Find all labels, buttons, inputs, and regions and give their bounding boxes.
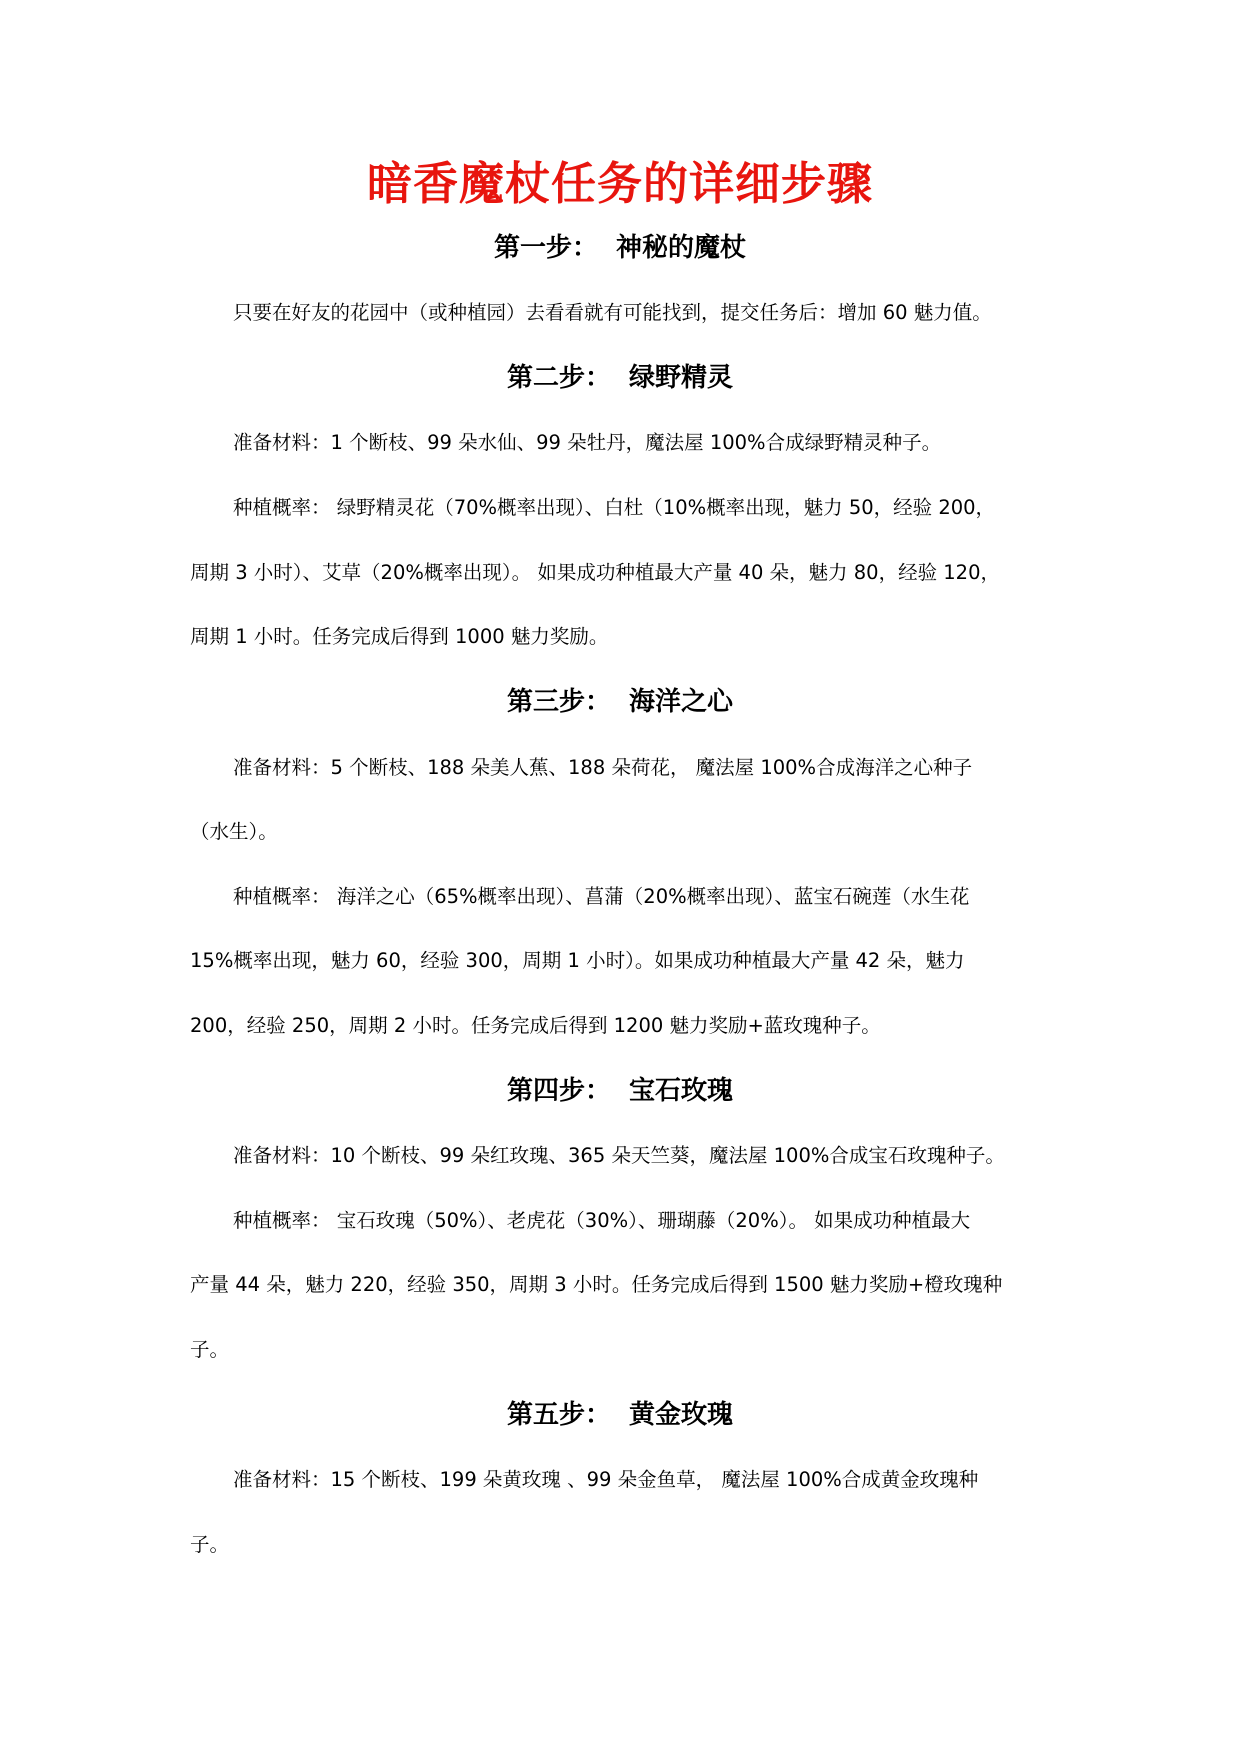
paragraph-line: 种植概率： 绿野精灵花（70%概率出现）、白杜（10%概率出现，魅力 50，经验 200， <box>233 496 996 519</box>
paragraph-line: 准备材料：5 个断枝、188 朵美人蕉、188 朵荷花， 魔法屋 100%合成海洋之心种子 <box>233 756 973 779</box>
paragraph-line: 周期 3 小时）、艾草（20%概率出现）。 如果成功种植最大产量 40 朵，魅力 80，经验 120， <box>190 561 1000 584</box>
section-heading-1 <box>0 230 1240 266</box>
section-heading-5 <box>0 1397 1240 1433</box>
section-name: 黄金玫瑰 <box>629 1400 734 1430</box>
section-name: 宝石玫瑰 <box>629 1076 734 1106</box>
paragraph-line: 准备材料：1 个断枝、99 朵水仙、99 朵牡丹，魔法屋 100%合成绿野精灵种子。 <box>233 431 942 454</box>
paragraph-line: 准备材料：15 个断枝、199 朵黄玫瑰 、99 朵金鱼草， 魔法屋 100%合成黄金玫瑰种 <box>233 1468 979 1491</box>
section-step-label: 第四步： <box>506 1076 611 1106</box>
paragraph-line: （水生）。 <box>190 820 278 843</box>
paragraph-line: 15%概率出现，魅力 60，经验 300，周期 1 小时）。如果成功种植最大产量 42 朵，魅力 <box>190 949 965 972</box>
section-name: 绿野精灵 <box>629 363 734 393</box>
paragraph-line: 只要在好友的花园中（或种植园）去看看就有可能找到，提交任务后：增加 60 魅力值。 <box>233 301 992 324</box>
section-step-label: 第一步： <box>493 233 598 263</box>
paragraph-line: 子。 <box>190 1338 230 1361</box>
paragraph-line: 种植概率： 宝石玫瑰（50%）、老虎花（30%）、珊瑚藤（20%）。 如果成功种植最大 <box>233 1209 971 1232</box>
section-heading-4 <box>0 1073 1240 1109</box>
section-step-label: 第三步： <box>506 687 611 717</box>
section-heading-2 <box>0 360 1240 396</box>
section-step-label: 第五步： <box>506 1400 611 1430</box>
section-heading-3 <box>0 684 1240 720</box>
paragraph-line: 周期 1 小时。任务完成后得到 1000 魅力奖励。 <box>190 625 609 648</box>
document-title: 暗香魔杖任务的详细步骤 <box>366 157 873 210</box>
paragraph-line: 200，经验 250，周期 2 小时。任务完成后得到 1200 魅力奖励+蓝玫瑰种子。 <box>190 1014 881 1037</box>
paragraph-line: 种植概率： 海洋之心（65%概率出现）、菖蒲（20%概率出现）、蓝宝石碗莲（水生花 <box>233 885 970 908</box>
section-name: 神秘的魔杖 <box>616 233 747 263</box>
section-step-label: 第二步： <box>506 363 611 393</box>
paragraph-line: 产量 44 朵，魅力 220，经验 350，周期 3 小时。任务完成后得到 1500 魅力奖励+橙玫瑰种 <box>190 1273 1003 1296</box>
section-name: 海洋之心 <box>629 687 734 717</box>
paragraph-line: 子。 <box>190 1533 230 1556</box>
paragraph-line: 准备材料：10 个断枝、99 朵红玫瑰、365 朵天竺葵，魔法屋 100%合成宝石玫瑰种子。 <box>233 1144 1005 1167</box>
